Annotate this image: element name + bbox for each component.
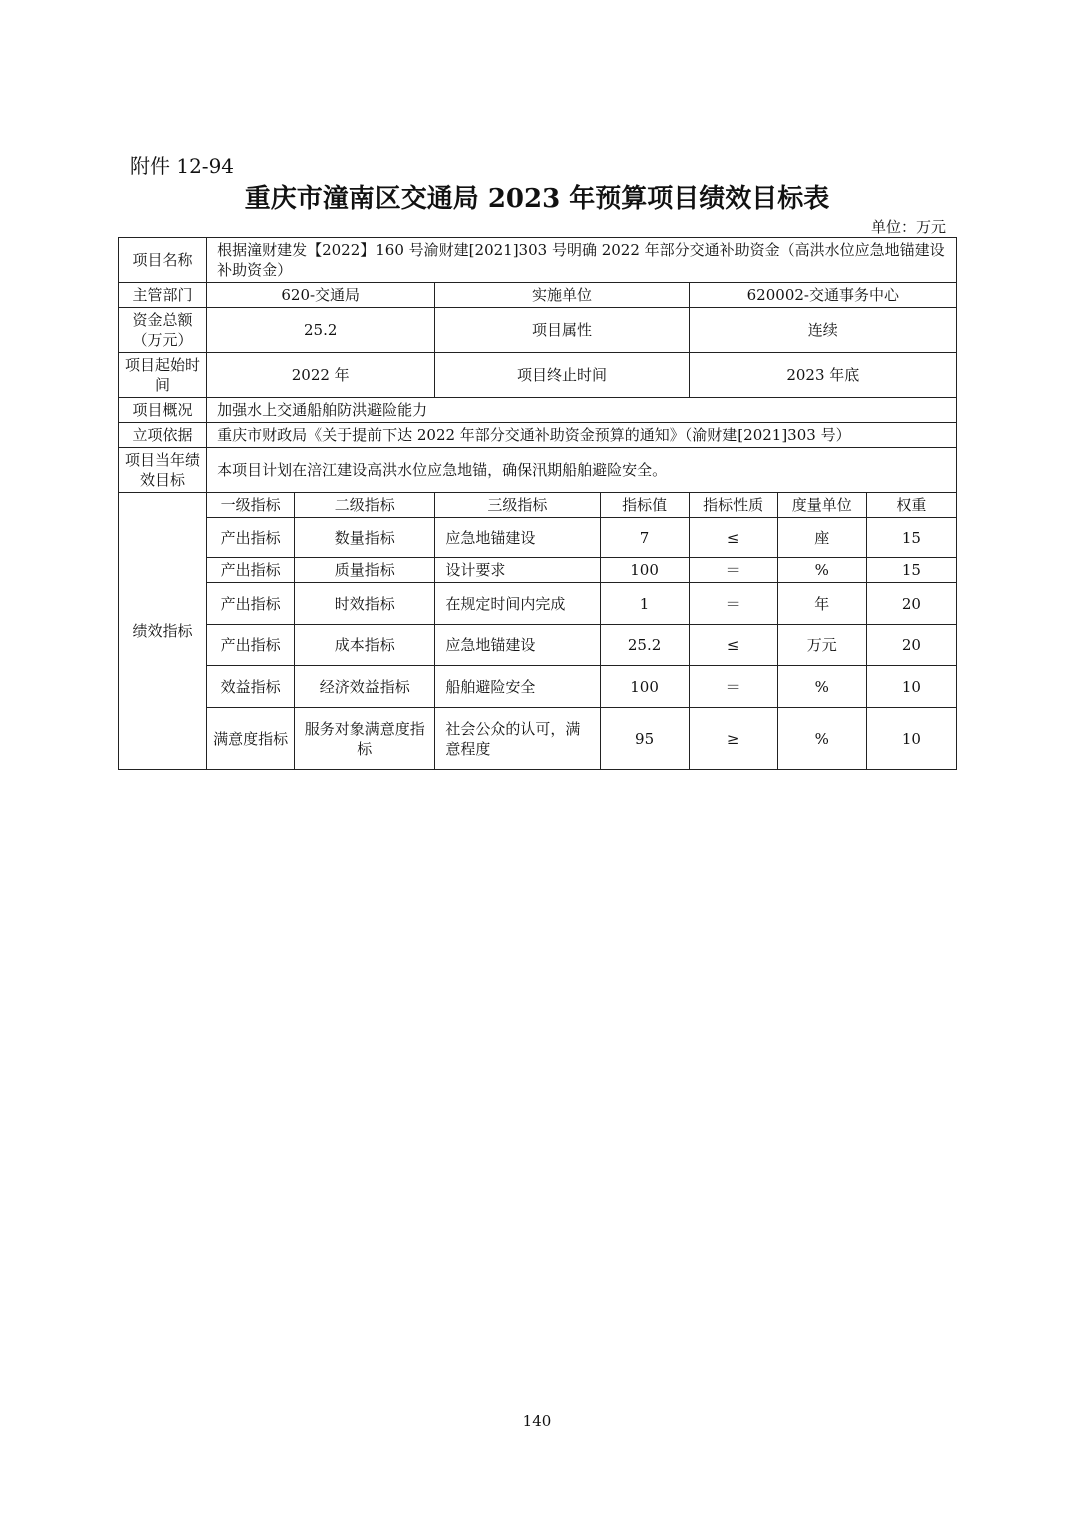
table-row <box>119 583 957 625</box>
indicator-level2: 质量指标 <box>295 558 435 583</box>
indicator-nature: ＝ <box>689 666 777 708</box>
header-value: 指标值 <box>600 493 689 518</box>
indicator-level2: 服务对象满意度指标 <box>295 708 435 770</box>
project-name-value: 根据潼财建发【2022】160 号渝财建[2021]303 号明确 2022 年部分交通补助资金（高洪水位应急地锚建设补助资金） <box>207 238 957 283</box>
indicator-weight: 10 <box>866 708 956 770</box>
fund-value: 25.2 <box>207 308 435 353</box>
basis-label: 立项依据 <box>119 423 207 448</box>
indicator-level3: 社会公众的认可，满意程度 <box>435 708 600 770</box>
indicator-level3: 应急地锚建设 <box>435 625 600 666</box>
indicator-weight: 20 <box>866 583 956 625</box>
indicator-level3: 船舶避险安全 <box>435 666 600 708</box>
document-title: 重庆市潼南区交通局 2023 年预算项目绩效目标表 <box>244 184 830 214</box>
indicator-weight: 15 <box>866 558 956 583</box>
indicator-level1: 产出指标 <box>207 583 295 625</box>
header-unit: 度量单位 <box>777 493 866 518</box>
header-nature: 指标性质 <box>689 493 777 518</box>
indicator-unit: % <box>777 708 866 770</box>
attr-value: 连续 <box>689 308 956 353</box>
start-value: 2022 年 <box>207 353 435 398</box>
unit-label: 单位：万元 <box>870 218 946 236</box>
indicator-level3: 应急地锚建设 <box>435 518 600 558</box>
indicator-nature: ＝ <box>689 583 777 625</box>
indicator-value: 25.2 <box>600 625 689 666</box>
indicator-unit: 万元 <box>777 625 866 666</box>
indicator-level1: 满意度指标 <box>207 708 295 770</box>
indicator-value: 100 <box>600 666 689 708</box>
end-label: 项目终止时间 <box>435 353 689 398</box>
header-level2: 二级指标 <box>295 493 435 518</box>
indicator-weight: 20 <box>866 625 956 666</box>
header-level3: 三级指标 <box>435 493 600 518</box>
goal-label: 项目当年绩效目标 <box>119 448 207 493</box>
indicator-nature: ≤ <box>689 625 777 666</box>
header-weight: 权重 <box>866 493 956 518</box>
indicator-level1: 效益指标 <box>207 666 295 708</box>
project-name-label: 项目名称 <box>119 238 207 283</box>
header-level1: 一级指标 <box>207 493 295 518</box>
fund-label: 资金总额（万元） <box>119 308 207 353</box>
indicator-level1: 产出指标 <box>207 625 295 666</box>
table-row <box>119 518 957 558</box>
performance-target-table <box>118 237 957 770</box>
indicator-level2: 数量指标 <box>295 518 435 558</box>
indicator-level1: 产出指标 <box>207 558 295 583</box>
row-basis <box>119 423 957 448</box>
annex-label: 附件 12-94 <box>130 154 235 178</box>
indicator-nature: ≤ <box>689 518 777 558</box>
table-row <box>119 708 957 770</box>
start-label: 项目起始时间 <box>119 353 207 398</box>
indicator-nature: ≥ <box>689 708 777 770</box>
indicator-level3: 设计要求 <box>435 558 600 583</box>
indicator-level3: 在规定时间内完成 <box>435 583 600 625</box>
impl-label: 实施单位 <box>435 283 689 308</box>
row-department <box>119 283 957 308</box>
indicator-unit: 座 <box>777 518 866 558</box>
page-number: 140 <box>522 1412 552 1430</box>
indicator-unit: 年 <box>777 583 866 625</box>
table-row <box>119 666 957 708</box>
indicator-unit: % <box>777 558 866 583</box>
indicator-unit: % <box>777 666 866 708</box>
overview-value: 加强水上交通船舶防洪避险能力 <box>207 398 957 423</box>
impl-value: 620002-交通事务中心 <box>689 283 956 308</box>
indicator-level2: 时效指标 <box>295 583 435 625</box>
indicator-value: 1 <box>600 583 689 625</box>
goal-value: 本项目计划在涪江建设高洪水位应急地锚，确保汛期船舶避险安全。 <box>207 448 957 493</box>
overview-label: 项目概况 <box>119 398 207 423</box>
indicator-header-row <box>119 493 957 518</box>
row-goal <box>119 448 957 493</box>
attr-label: 项目属性 <box>435 308 689 353</box>
table-row <box>119 558 957 583</box>
end-value: 2023 年底 <box>689 353 956 398</box>
indicator-level2: 经济效益指标 <box>295 666 435 708</box>
indicator-level1: 产出指标 <box>207 518 295 558</box>
row-project-name <box>119 238 957 283</box>
row-fund <box>119 308 957 353</box>
dept-value: 620-交通局 <box>207 283 435 308</box>
indicator-value: 100 <box>600 558 689 583</box>
indicator-value: 7 <box>600 518 689 558</box>
indicator-nature: ＝ <box>689 558 777 583</box>
indicator-weight: 10 <box>866 666 956 708</box>
indicator-value: 95 <box>600 708 689 770</box>
row-period <box>119 353 957 398</box>
indicator-level2: 成本指标 <box>295 625 435 666</box>
dept-label: 主管部门 <box>119 283 207 308</box>
indicator-weight: 15 <box>866 518 956 558</box>
table-row <box>119 625 957 666</box>
basis-value: 重庆市财政局《关于提前下达 2022 年部分交通补助资金预算的通知》（渝财建[2021]303 号） <box>207 423 957 448</box>
indicators-label: 绩效指标 <box>119 493 207 770</box>
row-overview <box>119 398 957 423</box>
